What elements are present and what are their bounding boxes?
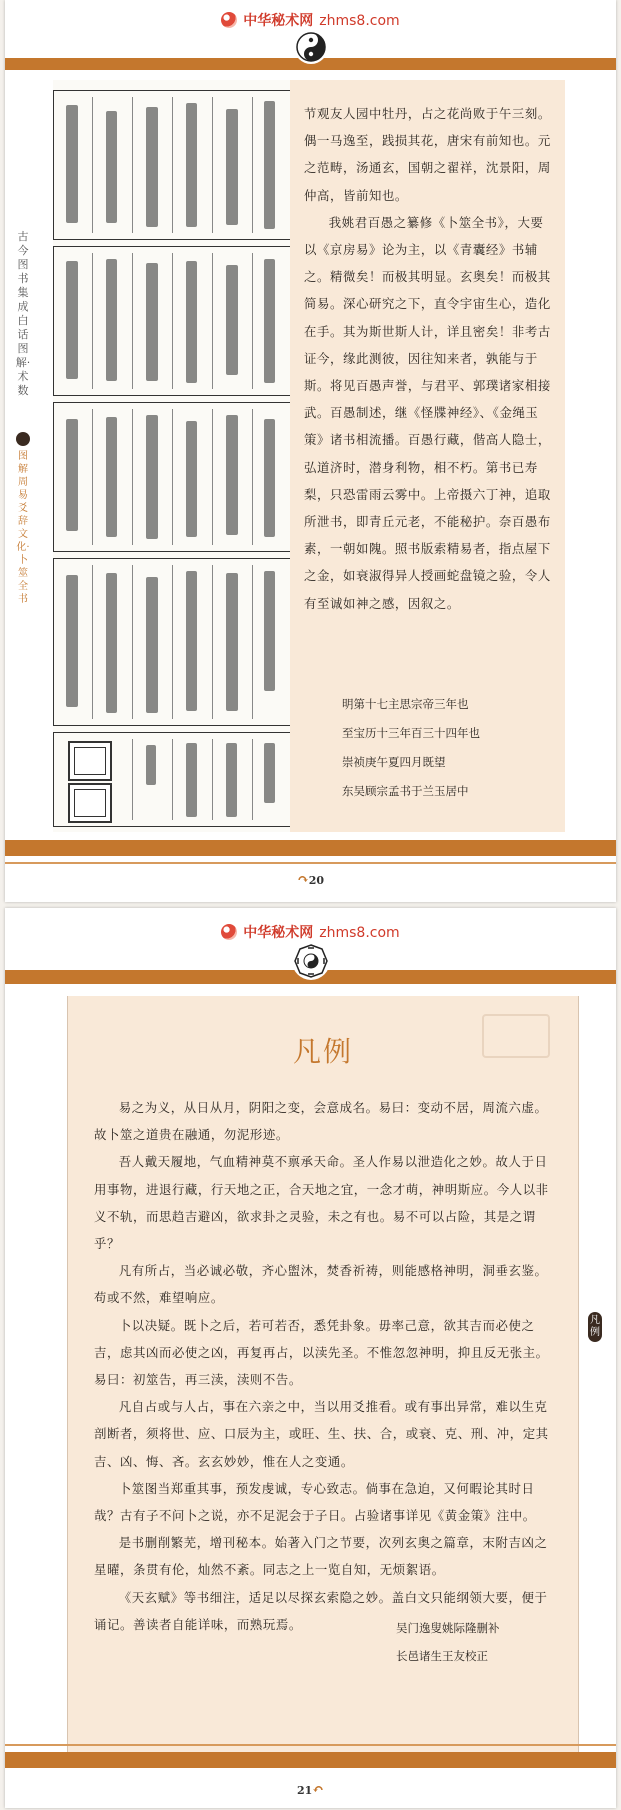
preface-text-box bbox=[290, 80, 565, 832]
seal-stamp-2 bbox=[68, 783, 112, 823]
calligraphy-manuscript-image bbox=[53, 80, 291, 832]
notes-text-box bbox=[67, 996, 579, 1764]
page-number-value: 20 bbox=[308, 874, 325, 887]
colophon-line: 至宝历十三年百三十四年也 bbox=[342, 726, 480, 740]
notes-paragraph: 卜筮图当郑重其事，预发虔诚，专心致志。倘事在急迫，又何暇论其时日哉？古有子不问卜之说，亦不足泥会于子日。占验诸事详见《黄金策》注中。 bbox=[94, 1480, 536, 1524]
site-watermark bbox=[5, 10, 616, 30]
footer-band bbox=[5, 1752, 616, 1768]
signature-line: 长邑诸生王友校正 bbox=[396, 1649, 488, 1663]
site-logo-icon bbox=[221, 12, 237, 28]
page-number bbox=[5, 1782, 616, 1798]
notes-paragraph: 《天玄赋》等书细注，适足以尽探玄索隐之妙。盖白文只能纲领大要，便于诵记。善读者自能详味，而熟玩焉。 bbox=[94, 1589, 548, 1632]
watermark-site-name: 中华秘术网 bbox=[243, 925, 314, 941]
book-subtitle: 图解周易爻辞文化·卜筮全书 bbox=[16, 451, 30, 605]
notes-paragraph: 凡自占或与人占，事在六亲之中，当以用爻推看。或有事出异常，难以生克剖断者，须将世、应、口辰为主，或旺、生、扶、合，或衰、克、刑、冲，定其吉、凶、悔、吝。玄玄妙妙，惟在人之变通。 bbox=[94, 1399, 549, 1469]
notes-paragraph: 凡有所占，当必诚必敬，齐心盥沐，焚香祈祷，则能感格神明，洞垂玄鉴。苟或不然，难望响应。 bbox=[94, 1263, 548, 1306]
page-title: 凡例 bbox=[292, 1035, 353, 1068]
preface-body bbox=[304, 100, 553, 617]
taiji-dot-icon bbox=[16, 432, 30, 446]
colophon bbox=[342, 690, 480, 806]
watermark-url: zhms8.com bbox=[319, 13, 400, 29]
watermark-site-name: 中华秘术网 bbox=[243, 13, 314, 29]
swirl-ornament-icon: ↶ bbox=[312, 1782, 325, 1798]
page-number-value: 21 bbox=[296, 1784, 313, 1797]
footer-rule bbox=[5, 862, 616, 864]
book-series-title: 古今图书集成白话图解·术数 bbox=[15, 230, 31, 397]
page-21 bbox=[5, 908, 616, 1808]
preface-paragraph: 我姚君百愚之纂修《卜筮全书》，大要以《京房易》论为主，以《青囊经》书辅之。精微矣！而极其明显。玄奥矣！而极其简易。深心研究之下，直令宇宙生心，造化在手。其为斯世斯人计，详且密矣！非考古证今，缘此测彼，因往知来者，孰能与于斯。将见百愚声誉，与君平、郭璞诸家相接武。百愚制述，继《怪牒神经》、《金绳玉策》诸书相流播。百愚行藏，偕高人隐士，弘道济时，潜身利物，相不朽。第书已寿梨，只恐雷雨云雾中。上帝摄六丁神，追取所泄书，即青丘元老，不能秘护。奈百愚布素，一朝如隗。照书版索精易者，指点屋下之金，如衰淑得异人授画蛇盘镜之验，令人有至诚如神之感，因叙之。 bbox=[304, 214, 551, 611]
notes-paragraph: 易之为义，从日从月，阴阳之变，会意成名。易曰：变动不居，周流六虚。故卜筮之道贵在融通，勿泥形迹。 bbox=[94, 1100, 548, 1143]
footer-rule bbox=[5, 1744, 616, 1746]
section-side-tab: 凡例 bbox=[588, 1312, 602, 1342]
watermark-url: zhms8.com bbox=[319, 925, 400, 941]
notes-paragraph: 卜以决疑。既卜之后，若可若否，悉凭卦象。毋率己意，欲其吉而必使之吉，虑其凶而必使之凶，再复再占，以渎先圣。不惟忽忽神明，抑且反无张主。易曰：初筮告，再三渎，渎则不告。 bbox=[94, 1317, 549, 1388]
notes-body bbox=[94, 1094, 560, 1638]
notes-paragraph: 是书删削繁芜，增刊秘本。始著入门之节要，次列玄奥之篇章，末附吉凶之星曜，条贯有伦，灿然不紊。同志之上一览自知，无烦絮语。 bbox=[94, 1535, 548, 1578]
signature-line: 吴门逸叟姚际隆删补 bbox=[396, 1621, 500, 1635]
manuscript-panel-2 bbox=[53, 246, 291, 396]
seal-stamp-1 bbox=[68, 741, 112, 781]
preface-paragraph: 节观友人园中牡丹，占之花尚败于午三刻。偶一马逸至，践损其花，唐宋有前知也。元之范畴，汤通玄，国朝之翟祥，沈景阳，周仲高，皆前知也。 bbox=[304, 106, 551, 203]
site-watermark bbox=[5, 922, 616, 942]
colophon-line: 东吴顾宗孟书于兰玉居中 bbox=[342, 784, 469, 798]
manuscript-panel-4 bbox=[53, 558, 291, 726]
manuscript-panel-5 bbox=[53, 732, 291, 827]
page-20 bbox=[5, 0, 616, 902]
footer-band bbox=[5, 840, 616, 856]
manuscript-panel-1 bbox=[53, 90, 291, 240]
yin-yang-icon bbox=[294, 30, 328, 64]
colophon-line: 崇祯庚午夏四月既望 bbox=[342, 755, 446, 769]
page-number bbox=[5, 872, 616, 888]
colophon-line: 明第十七主思宗帝三年也 bbox=[342, 697, 469, 711]
manuscript-panel-3 bbox=[53, 402, 291, 552]
swirl-ornament-icon: ↷ bbox=[296, 872, 309, 888]
bagua-icon bbox=[292, 942, 330, 980]
site-logo-icon bbox=[221, 924, 237, 940]
notes-paragraph: 吾人戴天履地，气血精神莫不禀承天命。圣人作易以泄造化之妙。故人于日用事物，进退行藏，行天地之正，合天地之宜，一念才萌，神明斯应。今人以非义不轨，而思趋吉避凶，欲求卦之灵验，未之有也。易不可以占险，其是之谓乎？ bbox=[94, 1154, 549, 1252]
